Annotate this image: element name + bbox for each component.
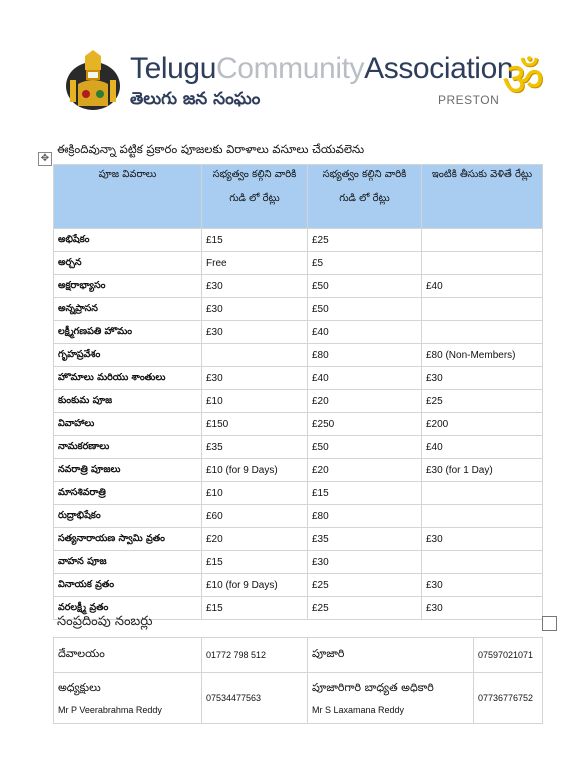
puja-name: వినాయక వ్రతం [54,574,202,597]
contact-label: పూజారి [312,647,345,660]
nonmember-rate: £50 [308,275,422,298]
contact-label: దేవాలయం [58,647,105,660]
nonmember-rate: £80 [308,344,422,367]
home-rate [422,505,543,528]
table-row [54,321,543,344]
home-rate: £25 [422,390,543,413]
nonmember-rate: £25 [308,229,422,252]
home-rate: £30 [422,367,543,390]
deity-logo-icon [64,50,122,112]
home-rate: £80 (Non-Members) [422,344,543,367]
table-row [54,367,543,390]
puja-name: అర్చన [54,252,202,275]
contact-label: అధ్యక్షులు [58,681,101,694]
contacts-table [53,637,543,724]
table-row [54,229,543,252]
member-rate: £10 [202,390,308,413]
content-control-checkbox[interactable] [542,616,557,631]
header-member-temple-rate [202,165,308,229]
home-rate: £30 [422,597,543,620]
table-row [54,459,543,482]
contacts-row [54,673,543,724]
nonmember-rate: £20 [308,390,422,413]
table-row [54,390,543,413]
header-subline: గుడి లో రేట్లు [229,193,280,204]
home-rate: £200 [422,413,543,436]
priest-label [308,638,474,673]
table-row [54,344,543,367]
home-rate [422,252,543,275]
member-rate: £35 [202,436,308,459]
table-row [54,482,543,505]
home-rate: £40 [422,436,543,459]
nonmember-rate: £30 [308,551,422,574]
contacts-row [54,638,543,673]
home-rate [422,482,543,505]
puja-name: అక్షరాభ్యాసం [54,275,202,298]
member-rate: £150 [202,413,308,436]
puja-name: వివాహాలు [54,413,202,436]
table-move-handle-icon[interactable]: ✥ [38,152,52,166]
puja-name: రుద్రాభిషేకం [54,505,202,528]
member-rate: £30 [202,275,308,298]
home-rate: £30 [422,528,543,551]
table-row [54,574,543,597]
nonmember-rate: £25 [308,597,422,620]
puja-name: అన్నప్రాసన [54,298,202,321]
header-puja-details [54,165,202,229]
table-header-row [54,165,543,229]
temple-phone: 01772 798 512 [202,638,308,673]
nonmember-rate: £250 [308,413,422,436]
member-rate: £10 (for 9 Days) [202,459,308,482]
home-rate [422,551,543,574]
puja-name: లక్ష్మీగణపతి హొమం [54,321,202,344]
puja-name: అభిషేకం [54,229,202,252]
home-rate: £30 (for 1 Day) [422,459,543,482]
puja-name: గృహప్రవేశం [54,344,202,367]
home-rate [422,298,543,321]
table-row [54,252,543,275]
table-row [54,413,543,436]
member-rate: £20 [202,528,308,551]
president-name: Mr P Veerabrahma Reddy [58,705,162,715]
member-rate: £60 [202,505,308,528]
home-rate [422,321,543,344]
table-row [54,505,543,528]
priest-phone: 07597021071 [474,638,543,673]
header-nonmember-temple-rate [308,165,422,229]
table-row [54,436,543,459]
nonmember-rate: £80 [308,505,422,528]
title-association: Association [364,52,514,85]
association-subtitle-telugu: తెలుగు జన సంఘం [130,89,261,109]
home-rate [422,229,543,252]
puja-name: నవరాత్రి పూజలు [54,459,202,482]
member-rate: Free [202,252,308,275]
header-line: పూజ వివరాలు [98,169,157,180]
puja-name: నామకరణాలు [54,436,202,459]
om-symbol-icon: ॐ [502,52,544,106]
nonmember-rate: £20 [308,459,422,482]
temple-label [54,638,202,673]
puja-name: మాసశివరాత్రి [54,482,202,505]
member-rate: £30 [202,321,308,344]
contact-label: పూజారిగారి బాధ్యత అధికారి [312,681,434,694]
table-row [54,528,543,551]
header-line: ఇంటికి తీసుకు వెళితే రేట్లు [431,169,533,180]
title-telugu: Telugu [130,52,217,85]
home-rate: £40 [422,275,543,298]
contacts-heading: సంప్రదింపు నంబర్లు [57,614,153,629]
member-rate: £30 [202,367,308,390]
president-phone: 07534477563 [202,673,308,724]
puja-name: వాహన పూజ [54,551,202,574]
officer-phone: 07736776752 [474,673,543,724]
header-line: సభ్యత్వం కల్గిని వారికి [322,169,407,180]
member-rate: £15 [202,229,308,252]
member-rate: £15 [202,597,308,620]
member-rate: £10 [202,482,308,505]
association-title [130,52,513,86]
officer-name: Mr S Laxamana Reddy [312,705,405,715]
member-rate: £10 (for 9 Days) [202,574,308,597]
header-line: సభ్యత్వం కల్గిని వారికి [212,169,297,180]
table-row [54,275,543,298]
member-rate [202,344,308,367]
puja-name: సత్యనారాయణ స్వామి వ్రతం [54,528,202,551]
puja-name: కుంకుమ పూజ [54,390,202,413]
nonmember-rate: £40 [308,367,422,390]
member-rate: £15 [202,551,308,574]
letterhead [0,0,570,130]
location-label: PRESTON [438,93,500,107]
officer-cell [308,673,474,724]
header-subline: గుడి లో రేట్లు [339,193,390,204]
puja-name: వరలక్ష్మీ వ్రతం [54,597,202,620]
nonmember-rate: £15 [308,482,422,505]
nonmember-rate: £5 [308,252,422,275]
intro-text: ఈక్రిందివున్నా పట్టిక ప్రకారం పూజలకు విరాళాలు వసూలు చేయవలెను [57,142,365,156]
puja-name: హొమాలు మరియు శాంతులు [54,367,202,390]
title-community: Community [216,52,365,85]
nonmember-rate: £50 [308,298,422,321]
member-rate: £30 [202,298,308,321]
table-row [54,298,543,321]
nonmember-rate: £50 [308,436,422,459]
president-cell [54,673,202,724]
puja-rates-table [53,164,543,620]
table-row [54,551,543,574]
nonmember-rate: £40 [308,321,422,344]
header-home-rate [422,165,543,229]
nonmember-rate: £25 [308,574,422,597]
home-rate: £30 [422,574,543,597]
nonmember-rate: £35 [308,528,422,551]
